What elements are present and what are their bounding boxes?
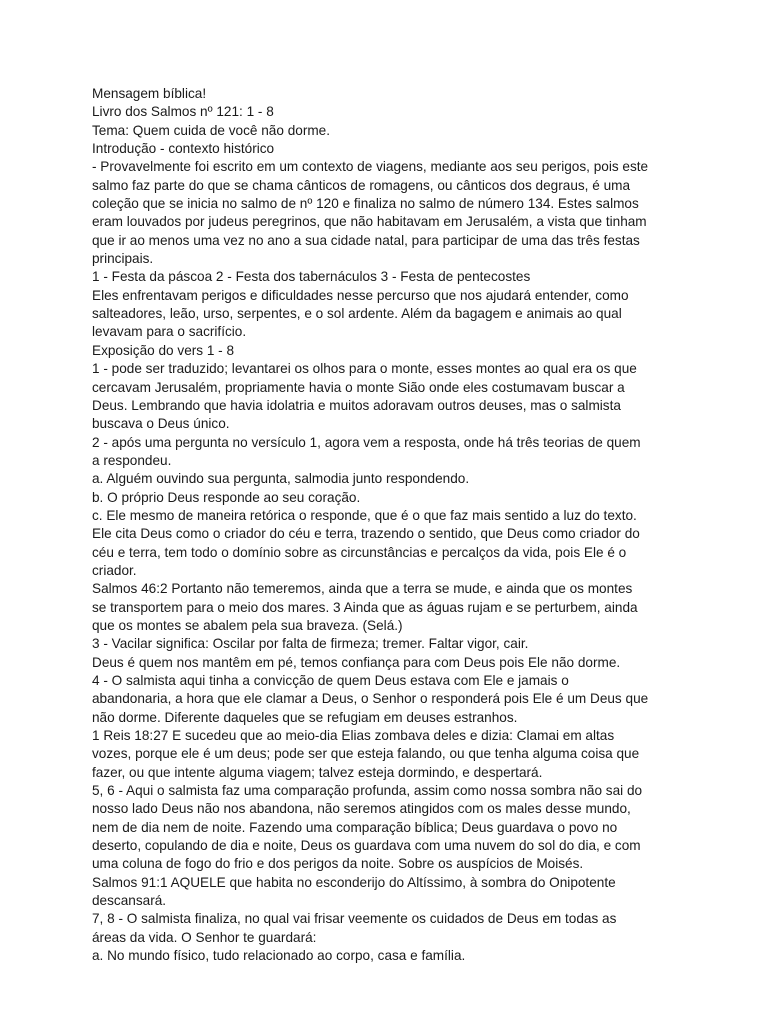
text-line: deserto, copulando de dia e noite, Deus os guardava com uma nuvem do sol do dia, e com xyxy=(92,838,641,854)
text-line: Mensagem bíblica! xyxy=(92,86,207,101)
text-line: Tema: Quem cuida de você não dorme. xyxy=(92,122,331,138)
text-line: b. O próprio Deus responde ao seu coração. xyxy=(92,489,361,505)
text-line: 1 Reis 18:27 E sucedeu que ao meio-dia Elias zombava deles e dizia: Clamai em altas xyxy=(92,728,615,744)
text-line: a respondeu. xyxy=(92,452,172,468)
text-line: Introdução - contexto histórico xyxy=(92,141,275,157)
text-line: céu e terra, tem todo o domínio sobre as circunstâncias e percalços da vida, pois Ele é o xyxy=(92,544,627,560)
text-line: 3 - Vacilar significa: Oscilar por falta de firmeza; tremer. Faltar vigor, cair. xyxy=(92,636,529,652)
text-line: a. No mundo físico, tudo relacionado ao corpo, casa e família. xyxy=(92,948,466,964)
text-line: que os montes se abalem pela sua braveza. (Selá.) xyxy=(92,617,403,633)
text-line: se transportem para o meio dos mares. 3 Ainda que as águas rujam e se perturbem, ainda xyxy=(92,599,638,615)
text-line: fazer, ou que intente alguma viagem; talvez esteja dormindo, e despertará. xyxy=(92,764,543,780)
text-line: Ele cita Deus como o criador do céu e terra, trazendo o sentido, que Deus como criador do xyxy=(92,526,640,542)
text-line: Livro dos Salmos nº 121: 1 - 8 xyxy=(92,104,274,120)
text-line: eram louvados por judeus peregrinos, que não habitavam em Jerusalém, a vista que tinham xyxy=(92,214,647,230)
text-line: não dorme. Diferente daqueles que se refugiam em deuses estranhos. xyxy=(92,709,518,725)
text-line: - Provavelmente foi escrito em um contexto de viagens, mediante aos seu perigos, pois este xyxy=(92,159,649,175)
text-line: 1 - Festa da páscoa 2 - Festa dos tabernáculos 3 - Festa de pentecostes xyxy=(92,269,531,285)
text-line: coleção que se inicia no salmo de nº 120 e finaliza no salmo de número 134. Estes salmos xyxy=(92,196,639,212)
text-line: nem de dia nem de noite. Fazendo uma comparação bíblica; Deus guardava o povo no xyxy=(92,819,618,835)
text-line: 2 - após uma pergunta no versículo 1, agora vem a resposta, onde há três teorias de quem xyxy=(92,434,641,450)
text-line: salteadores, leão, urso, serpentes, e o sol ardente. Além da bagagem e animais ao qual xyxy=(92,306,622,322)
text-line: vozes, porque ele é um deus; pode ser que esteja falando, ou que tenha alguma coisa que xyxy=(92,746,640,762)
text-line: Salmos 46:2 Portanto não temeremos, ainda que a terra se mude, e ainda que os montes xyxy=(92,581,633,597)
text-line: Exposição do vers 1 - 8 xyxy=(92,342,235,358)
text-line: levavam para o sacrifício. xyxy=(92,324,247,340)
text-line: Salmos 91:1 AQUELE que habita no esconderijo do Altíssimo, à sombra do Onipotente xyxy=(92,874,616,890)
text-line: abandonaria, a hora que ele clamar a Deus, o Senhor o responderá pois Ele é um Deus que xyxy=(92,691,649,707)
text-line: áreas da vida. O Senhor te guardará: xyxy=(92,929,317,945)
text-line: a. Alguém ouvindo sua pergunta, salmodia junto respondendo. xyxy=(92,471,470,487)
document-body xyxy=(92,85,682,966)
text-line: que ir ao menos uma vez no ano a sua cidade natal, para participar de uma das três festas xyxy=(92,232,640,248)
text-line: Deus é quem nos mantêm em pé, temos confiança para com Deus pois Ele não dorme. xyxy=(92,654,621,670)
text-line: Deus. Lembrando que havia idolatria e muitos adoravam outros deuses, mas o salmista xyxy=(92,397,621,413)
text-line: nosso lado Deus não nos abandona, não seremos atingidos com os males desse mundo, xyxy=(92,801,631,817)
text-line: salmo faz parte do que se chama cânticos de romagens, ou cânticos dos degraus, é uma xyxy=(92,177,631,193)
text-line: principais. xyxy=(92,251,154,267)
text-line: criador. xyxy=(92,562,137,578)
text-line: Eles enfrentavam perigos e dificuldades nesse percurso que nos ajudará entender, como xyxy=(92,287,629,303)
text-line: cercavam Jerusalém, propriamente havia o monte Sião onde eles costumavam buscar a xyxy=(92,379,625,395)
text-line: 7, 8 - O salmista finaliza, no qual vai frisar veemente os cuidados de Deus em todas as xyxy=(92,911,617,927)
text-line: buscava o Deus único. xyxy=(92,416,230,432)
text-line: c. Ele mesmo de maneira retórica o responde, que é o que faz mais sentido a luz do texto. xyxy=(92,507,637,523)
text-line: 1 - pode ser traduzido; levantarei os olhos para o monte, esses montes ao qual era os que xyxy=(92,361,637,377)
text-line: descansará. xyxy=(92,893,167,909)
text-line: uma coluna de fogo do frio e dos perigos da noite. Sobre os auspícios de Moisés. xyxy=(92,856,584,872)
text-line: 4 - O salmista aqui tinha a convicção de quem Deus estava com Ele e jamais o xyxy=(92,673,569,688)
text-line: 5, 6 - Aqui o salmista faz uma comparação profunda, assim como nossa sombra não sai do xyxy=(92,783,643,799)
